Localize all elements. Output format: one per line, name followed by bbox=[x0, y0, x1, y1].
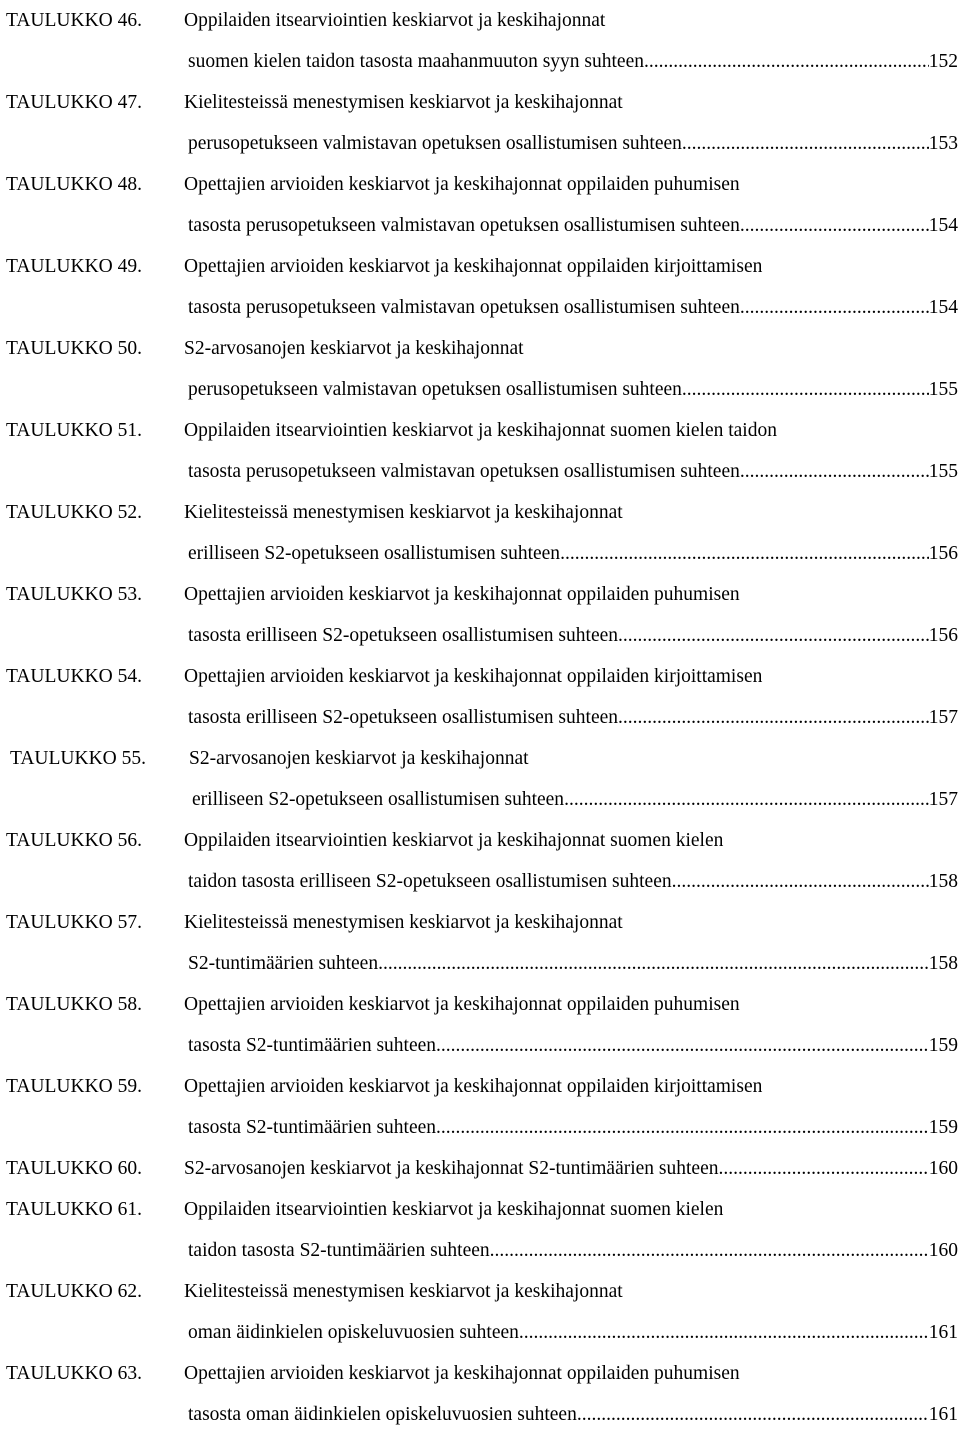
toc-entry[interactable] bbox=[0, 164, 960, 246]
toc-entry-continuation bbox=[0, 943, 960, 984]
toc-entry-continuation bbox=[0, 779, 960, 820]
toc-entry-heading bbox=[0, 656, 960, 697]
toc-entry[interactable] bbox=[0, 1066, 960, 1148]
dot-leader bbox=[436, 1025, 929, 1066]
table-number: TAULUKKO 55. bbox=[10, 748, 147, 769]
table-title: Opettajien arvioiden keskiarvot ja keskihajonnat oppilaiden puhumisen bbox=[184, 584, 740, 605]
page-number: 155 bbox=[928, 379, 958, 400]
dot-leader bbox=[577, 1394, 929, 1435]
table-title-continuation: S2-tuntimäärien suhteen bbox=[188, 953, 379, 974]
page-number: 161 bbox=[928, 1404, 958, 1425]
table-number: TAULUKKO 46. bbox=[6, 10, 143, 31]
toc-entry-heading bbox=[0, 984, 960, 1025]
table-title-continuation: perusopetukseen valmistavan opetuksen osallistumisen suhteen bbox=[188, 379, 682, 400]
table-number: TAULUKKO 52. bbox=[6, 502, 143, 523]
dot-leader bbox=[519, 1312, 929, 1353]
toc-entry-heading bbox=[0, 82, 960, 123]
page-number: 158 bbox=[928, 953, 958, 974]
table-title: Kielitesteissä menestymisen keskiarvot ja keskihajonnat bbox=[184, 92, 623, 113]
table-title: Oppilaiden itsearviointien keskiarvot ja keskihajonnat suomen kielen bbox=[184, 830, 724, 851]
toc-entry-heading bbox=[0, 1148, 960, 1189]
dot-leader bbox=[672, 861, 929, 902]
table-title-continuation: tasosta oman äidinkielen opiskeluvuosien suhteen bbox=[188, 1404, 577, 1425]
table-title: S2-arvosanojen keskiarvot ja keskihajonnat bbox=[184, 338, 524, 359]
toc-entry-heading bbox=[0, 492, 960, 533]
toc-entry-heading bbox=[0, 164, 960, 205]
table-title-continuation: tasosta S2-tuntimäärien suhteen bbox=[188, 1117, 437, 1138]
dot-leader bbox=[490, 1230, 929, 1271]
table-title: Opettajien arvioiden keskiarvot ja keskihajonnat oppilaiden kirjoittamisen bbox=[184, 1076, 763, 1097]
toc-entry[interactable] bbox=[0, 738, 960, 820]
dot-leader bbox=[719, 1148, 929, 1189]
table-number: TAULUKKO 53. bbox=[6, 584, 143, 605]
dot-leader bbox=[682, 369, 929, 410]
toc-entry-heading bbox=[0, 1189, 960, 1230]
dot-leader bbox=[740, 451, 929, 492]
toc-entry-heading bbox=[0, 246, 960, 287]
table-number: TAULUKKO 59. bbox=[6, 1076, 143, 1097]
page-number: 153 bbox=[928, 133, 958, 154]
page-number: 160 bbox=[928, 1158, 958, 1179]
toc-entry-heading bbox=[0, 1271, 960, 1312]
table-title: Opettajien arvioiden keskiarvot ja keskihajonnat oppilaiden puhumisen bbox=[184, 994, 740, 1015]
toc-entry-heading bbox=[0, 738, 960, 779]
dot-leader bbox=[564, 779, 929, 820]
table-title: Oppilaiden itsearviointien keskiarvot ja keskihajonnat suomen kielen bbox=[184, 1199, 724, 1220]
page-number: 159 bbox=[928, 1117, 958, 1138]
toc-entry-continuation bbox=[0, 615, 960, 656]
toc-entry-continuation bbox=[0, 697, 960, 738]
toc-entry-heading bbox=[0, 328, 960, 369]
table-title-continuation: perusopetukseen valmistavan opetuksen osallistumisen suhteen bbox=[188, 133, 682, 154]
table-title-continuation: tasosta perusopetukseen valmistavan opetuksen osallistumisen suhteen bbox=[188, 215, 740, 236]
page-number: 154 bbox=[928, 215, 958, 236]
table-title: Opettajien arvioiden keskiarvot ja keskihajonnat oppilaiden kirjoittamisen bbox=[184, 666, 763, 687]
dot-leader bbox=[378, 943, 929, 984]
dot-leader bbox=[740, 287, 929, 328]
table-number: TAULUKKO 51. bbox=[6, 420, 143, 441]
page-number: 157 bbox=[928, 789, 958, 810]
table-number: TAULUKKO 48. bbox=[6, 174, 143, 195]
toc-entry-heading bbox=[0, 902, 960, 943]
toc-entry-continuation bbox=[0, 451, 960, 492]
toc-entry[interactable] bbox=[0, 902, 960, 984]
toc-entry[interactable] bbox=[0, 1189, 960, 1271]
dot-leader bbox=[644, 41, 929, 82]
toc-entry[interactable] bbox=[0, 820, 960, 902]
toc-entry[interactable] bbox=[0, 1148, 960, 1189]
table-title: Kielitesteissä menestymisen keskiarvot ja keskihajonnat bbox=[184, 502, 623, 523]
toc-entry-heading bbox=[0, 1066, 960, 1107]
dot-leader bbox=[740, 205, 929, 246]
table-title: Opettajien arvioiden keskiarvot ja keskihajonnat oppilaiden puhumisen bbox=[184, 174, 740, 195]
toc-entry[interactable] bbox=[0, 82, 960, 164]
toc-entry[interactable] bbox=[0, 246, 960, 328]
toc-entry[interactable] bbox=[0, 656, 960, 738]
table-number: TAULUKKO 54. bbox=[6, 666, 143, 687]
table-title: Oppilaiden itsearviointien keskiarvot ja keskihajonnat bbox=[184, 10, 606, 31]
toc-entry-continuation bbox=[0, 1312, 960, 1353]
toc-entry-continuation bbox=[0, 1107, 960, 1148]
toc-entry-heading bbox=[0, 574, 960, 615]
table-title-continuation: taidon tasosta erilliseen S2-opetukseen osallistumisen suhteen bbox=[188, 871, 672, 892]
toc-entry[interactable] bbox=[0, 574, 960, 656]
toc-entry-continuation bbox=[0, 1394, 960, 1435]
table-title-continuation: erilliseen S2-opetukseen osallistumisen suhteen bbox=[188, 543, 561, 564]
toc-entry[interactable] bbox=[0, 328, 960, 410]
page-number: 159 bbox=[928, 1035, 958, 1056]
table-number: TAULUKKO 47. bbox=[6, 92, 143, 113]
toc-entry[interactable] bbox=[0, 410, 960, 492]
toc-entry[interactable] bbox=[0, 1271, 960, 1353]
toc-entry-continuation bbox=[0, 205, 960, 246]
toc-entry-continuation bbox=[0, 533, 960, 574]
table-title: Opettajien arvioiden keskiarvot ja keskihajonnat oppilaiden puhumisen bbox=[184, 1363, 740, 1384]
toc-entry-continuation bbox=[0, 1230, 960, 1271]
table-title-continuation: tasosta perusopetukseen valmistavan opetuksen osallistumisen suhteen bbox=[188, 461, 740, 482]
toc-entry-continuation bbox=[0, 369, 960, 410]
dot-leader bbox=[682, 123, 929, 164]
page-number: 160 bbox=[928, 1240, 958, 1261]
table-number: TAULUKKO 61. bbox=[6, 1199, 143, 1220]
dot-leader bbox=[560, 533, 929, 574]
page-number: 161 bbox=[928, 1322, 958, 1343]
table-number: TAULUKKO 58. bbox=[6, 994, 143, 1015]
toc-entry-continuation bbox=[0, 287, 960, 328]
table-number: TAULUKKO 60. bbox=[6, 1158, 143, 1179]
table-number: TAULUKKO 57. bbox=[6, 912, 143, 933]
table-title-continuation: taidon tasosta S2-tuntimäärien suhteen bbox=[188, 1240, 490, 1261]
table-number: TAULUKKO 62. bbox=[6, 1281, 143, 1302]
toc-entry-heading bbox=[0, 1353, 960, 1394]
page-number: 158 bbox=[928, 871, 958, 892]
page-number: 156 bbox=[928, 543, 958, 564]
toc-entry-continuation bbox=[0, 41, 960, 82]
table-title-continuation: oman äidinkielen opiskeluvuosien suhteen bbox=[188, 1322, 519, 1343]
toc-entry[interactable] bbox=[0, 1353, 960, 1435]
table-number: TAULUKKO 49. bbox=[6, 256, 143, 277]
toc-entry-continuation bbox=[0, 1025, 960, 1066]
dot-leader bbox=[618, 697, 929, 738]
toc-entry-continuation bbox=[0, 123, 960, 164]
toc-entry-heading bbox=[0, 0, 960, 41]
table-title: S2-arvosanojen keskiarvot ja keskihajonnat S2-tuntimäärien suhteen bbox=[184, 1158, 719, 1179]
table-number: TAULUKKO 50. bbox=[6, 338, 143, 359]
toc-entry-continuation bbox=[0, 861, 960, 902]
toc-entry-heading bbox=[0, 410, 960, 451]
table-title-continuation: tasosta S2-tuntimäärien suhteen bbox=[188, 1035, 437, 1056]
page-number: 157 bbox=[928, 707, 958, 728]
table-title-continuation: tasosta erilliseen S2-opetukseen osallistumisen suhteen bbox=[188, 625, 618, 646]
table-number: TAULUKKO 63. bbox=[6, 1363, 143, 1384]
table-number: TAULUKKO 56. bbox=[6, 830, 143, 851]
page-number: 154 bbox=[928, 297, 958, 318]
table-title: Kielitesteissä menestymisen keskiarvot ja keskihajonnat bbox=[184, 1281, 623, 1302]
toc-entry[interactable] bbox=[0, 0, 960, 82]
table-title-continuation: suomen kielen taidon tasosta maahanmuuton syyn suhteen bbox=[188, 51, 644, 72]
table-title: Opettajien arvioiden keskiarvot ja keskihajonnat oppilaiden kirjoittamisen bbox=[184, 256, 763, 277]
dot-leader bbox=[436, 1107, 929, 1148]
table-title-continuation: tasosta perusopetukseen valmistavan opetuksen osallistumisen suhteen bbox=[188, 297, 740, 318]
page-number: 155 bbox=[928, 461, 958, 482]
page-number: 156 bbox=[928, 625, 958, 646]
table-title-continuation: tasosta erilliseen S2-opetukseen osallistumisen suhteen bbox=[188, 707, 618, 728]
page-number: 152 bbox=[928, 51, 958, 72]
toc-entry[interactable] bbox=[0, 984, 960, 1066]
table-title: Kielitesteissä menestymisen keskiarvot ja keskihajonnat bbox=[184, 912, 623, 933]
table-title: Oppilaiden itsearviointien keskiarvot ja keskihajonnat suomen kielen taidon bbox=[184, 420, 777, 441]
table-title-continuation: erilliseen S2-opetukseen osallistumisen suhteen bbox=[192, 789, 565, 810]
table-title: S2-arvosanojen keskiarvot ja keskihajonnat bbox=[189, 748, 529, 769]
toc-entry-heading bbox=[0, 820, 960, 861]
dot-leader bbox=[618, 615, 929, 656]
toc-entry[interactable] bbox=[0, 492, 960, 574]
